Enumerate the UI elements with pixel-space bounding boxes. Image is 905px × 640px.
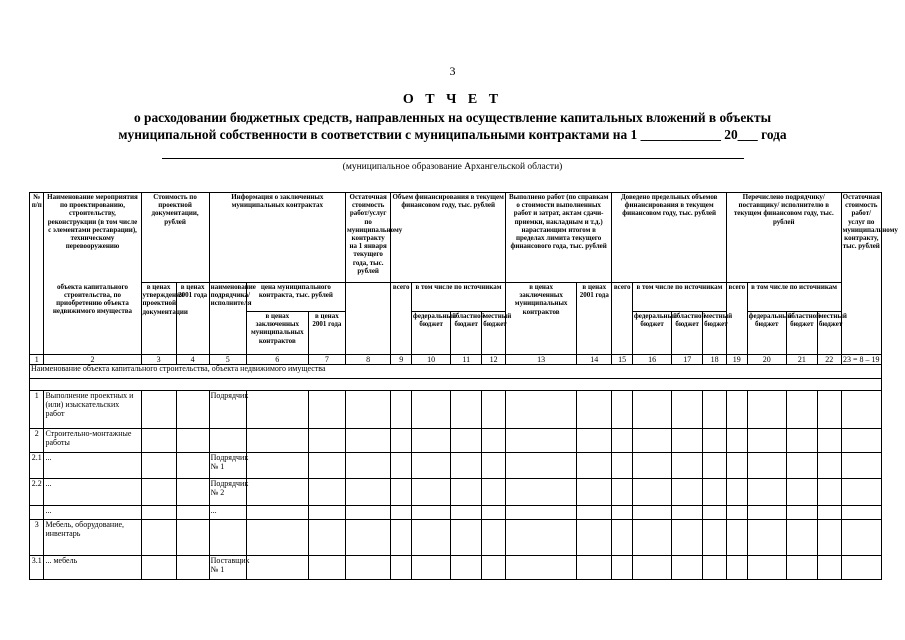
table-cell	[612, 520, 633, 556]
table-cell	[345, 506, 390, 520]
table-cell	[412, 479, 451, 506]
table-cell	[345, 429, 390, 453]
table-cell	[308, 479, 345, 506]
table-cell	[308, 453, 345, 479]
object-row	[30, 365, 882, 379]
colnum: 14	[577, 355, 612, 365]
header-limits-federal: федеральный бюджет	[632, 312, 671, 355]
table-cell	[308, 556, 345, 580]
page-number: 3	[449, 64, 456, 78]
row-name: ...	[44, 453, 141, 479]
table-cell	[703, 520, 727, 556]
table-cell	[577, 391, 612, 429]
table-cell	[451, 556, 482, 580]
table-cell	[786, 556, 817, 580]
table-cell	[672, 479, 703, 506]
header-transferred: Перечислено подрядчику/ поставщику/ исполнителю в текущем финансовом году, тыс. рублей	[726, 193, 841, 283]
table-cell	[345, 520, 390, 556]
table-cell	[451, 479, 482, 506]
table-cell	[482, 429, 506, 453]
table-cell	[577, 520, 612, 556]
table-cell	[817, 556, 841, 580]
row-name: Выполнение проектных и (или) изыскательских работ	[44, 391, 141, 429]
row-contractor: Подрядчик № 1	[209, 453, 246, 479]
table-cell	[482, 453, 506, 479]
table-cell	[141, 429, 176, 453]
table-cell	[747, 556, 786, 580]
table-cell	[747, 479, 786, 506]
table-cell	[412, 453, 451, 479]
table-cell	[817, 520, 841, 556]
colnum: 1	[30, 355, 44, 365]
table-cell	[747, 453, 786, 479]
colnum: 18	[703, 355, 727, 365]
table-cell	[141, 479, 176, 506]
table-cell	[672, 556, 703, 580]
table-cell	[726, 556, 747, 580]
table-row	[30, 453, 882, 479]
row-name: Мебель, оборудование, инвентарь	[44, 520, 141, 556]
header-remaining-cost: Остаточная стоимость работ/услуг по муниципальному контракту на 1 января текущего года, тыс. рублей	[345, 193, 390, 283]
table-cell	[391, 429, 412, 453]
table-cell	[632, 391, 671, 429]
table-cell	[726, 429, 747, 453]
colnum: 13	[506, 355, 577, 365]
table-cell	[308, 429, 345, 453]
table-cell	[577, 453, 612, 479]
table-row	[30, 506, 882, 520]
table-cell	[577, 479, 612, 506]
header-fin-total: всего	[391, 283, 412, 355]
table-cell	[391, 453, 412, 479]
table-row	[30, 391, 882, 429]
table-cell	[672, 429, 703, 453]
colnum: 10	[412, 355, 451, 365]
table-cell	[786, 429, 817, 453]
table-cell	[506, 556, 577, 580]
blank-cell	[30, 379, 882, 391]
table-cell	[141, 556, 176, 580]
table-cell	[246, 556, 308, 580]
table-cell	[176, 391, 209, 429]
column-numbers-row	[30, 355, 882, 365]
table-cell	[141, 391, 176, 429]
table-cell	[506, 453, 577, 479]
table-cell	[817, 429, 841, 453]
header-transferred-sources: в том числе по источникам	[747, 283, 841, 312]
table-cell	[412, 391, 451, 429]
table-cell	[786, 506, 817, 520]
table-cell	[246, 453, 308, 479]
row-num: 3	[30, 520, 44, 556]
table-cell	[451, 520, 482, 556]
table-cell	[703, 479, 727, 506]
colnum: 5	[209, 355, 246, 365]
table-cell	[141, 520, 176, 556]
table-cell	[632, 520, 671, 556]
table-cell	[482, 556, 506, 580]
colnum: 16	[632, 355, 671, 365]
table-cell	[841, 520, 881, 556]
colnum: 15	[612, 355, 633, 365]
table-cell	[841, 506, 881, 520]
table-row	[30, 520, 882, 556]
table-cell	[726, 520, 747, 556]
table-cell	[786, 520, 817, 556]
colnum: 3	[141, 355, 176, 365]
table-cell	[817, 391, 841, 429]
table-cell	[451, 391, 482, 429]
header-limits-regional: областной бюджет	[672, 312, 703, 355]
header-fin-local: местный бюджет	[482, 312, 506, 355]
header-limits-total: всего	[612, 283, 633, 355]
table-cell	[703, 556, 727, 580]
table-cell	[703, 506, 727, 520]
colnum: 7	[308, 355, 345, 365]
table-cell	[747, 391, 786, 429]
table-cell	[308, 520, 345, 556]
header-fin-sources: в том числе по источникам	[412, 283, 506, 312]
table-row	[30, 556, 882, 580]
table-cell	[817, 453, 841, 479]
table-cell	[841, 556, 881, 580]
table-cell	[786, 453, 817, 479]
table-cell	[412, 556, 451, 580]
table-cell	[246, 391, 308, 429]
header-limits-local: местный бюджет	[703, 312, 727, 355]
table-cell	[632, 556, 671, 580]
table-cell	[391, 391, 412, 429]
row-name: ... мебель	[44, 556, 141, 580]
table-cell	[246, 479, 308, 506]
header-name-top: Наименование мероприятия по проектированию, строительству, реконструкции (в том числе с элементами реставрации), техническому перевооружению	[44, 193, 141, 283]
table-cell	[726, 479, 747, 506]
header-residual: Остаточная стоимость работ/ услуг по муниципальному контракту, тыс. рублей	[841, 193, 881, 355]
header-contract-price-current: в ценах заключенных муниципальных контрактов	[246, 312, 308, 355]
table-cell	[176, 520, 209, 556]
table-cell	[703, 391, 727, 429]
table-cell	[817, 506, 841, 520]
header-limits: Доведено предельных объемов финансирования в текущем финансовом году, тыс. рублей	[612, 193, 727, 283]
row-num: 3.1	[30, 556, 44, 580]
row-name: ...	[44, 506, 141, 520]
table-cell	[817, 479, 841, 506]
table-cell	[506, 391, 577, 429]
table-cell	[632, 479, 671, 506]
report-subtitle-line2: муниципальной собственности в соответствии с муниципальными контрактами на 1 ____________ 20___ года	[118, 127, 787, 142]
report-subtitle-line1: о расходовании бюджетных средств, направленных на осуществление капитальных вложений в объекты	[133, 110, 772, 125]
table-cell	[345, 479, 390, 506]
table-cell	[632, 429, 671, 453]
municipality-caption: (муниципальное образование Архангельской области)	[342, 162, 563, 172]
table-cell	[747, 520, 786, 556]
header-works-done: Выполнено работ (по справкам о стоимости выполненных работ и затрат, актам сдачи-приемки, накладным и т.д.) нарастающим итогом в пределах лимита текущего финансового года, тыс. рублей	[506, 193, 612, 283]
table-cell	[482, 520, 506, 556]
colnum: 21	[786, 355, 817, 365]
colnum: 12	[482, 355, 506, 365]
table-cell	[632, 506, 671, 520]
header-fin-regional: областной бюджет	[451, 312, 482, 355]
header-row-2	[30, 283, 882, 312]
object-name-label: Наименование объекта капитального строительства, объекта недвижимого имущества	[30, 365, 882, 379]
table-cell	[726, 391, 747, 429]
table-cell	[345, 556, 390, 580]
header-contractor-name: наименование подрядчика/ исполнителя	[209, 283, 246, 355]
table-cell	[482, 391, 506, 429]
table-cell	[482, 506, 506, 520]
header-transferred-regional: областной бюджет	[786, 312, 817, 355]
table-cell	[726, 453, 747, 479]
header-num: № п/п	[30, 193, 44, 355]
table-cell	[391, 556, 412, 580]
municipality-underline	[162, 158, 744, 159]
blank-row	[30, 379, 882, 391]
table-cell	[703, 453, 727, 479]
table-cell	[176, 556, 209, 580]
table-cell	[345, 391, 390, 429]
colnum: 2	[44, 355, 141, 365]
row-name: Строительно-монтажные работы	[44, 429, 141, 453]
table-cell	[246, 520, 308, 556]
table-cell	[612, 391, 633, 429]
header-cost-2001: в ценах 2001 года	[176, 283, 209, 355]
colnum: 11	[451, 355, 482, 365]
header-fin-volume: Объем финансирования в текущем финансовом году, тыс. рублей	[391, 193, 506, 283]
table-cell	[841, 479, 881, 506]
table-cell	[786, 391, 817, 429]
colnum: 22	[817, 355, 841, 365]
colnum: 23 = 8 – 19	[843, 355, 880, 364]
row-num: 1	[30, 391, 44, 429]
table-cell	[506, 506, 577, 520]
header-contract-price: цена муниципального контракта, тыс. рублей	[246, 283, 345, 312]
table-cell	[841, 429, 881, 453]
table-cell	[612, 429, 633, 453]
table-cell	[747, 429, 786, 453]
header-contract-price-2001: в ценах 2001 года	[308, 312, 345, 355]
header-transferred-federal: федеральный бюджет	[747, 312, 786, 355]
row-contractor: Подрядчик № 2	[209, 479, 246, 506]
row-name: ...	[44, 479, 141, 506]
header-contracts-info: Информация о заключенных муниципальных контрактах	[209, 193, 345, 283]
header-fin-federal: федеральный бюджет	[412, 312, 451, 355]
table-cell	[612, 556, 633, 580]
table-cell	[747, 506, 786, 520]
table-row	[30, 479, 882, 506]
table-cell	[632, 453, 671, 479]
table-cell	[506, 479, 577, 506]
table-cell	[391, 479, 412, 506]
row-num: 2	[30, 429, 44, 453]
colnum: 20	[747, 355, 786, 365]
row-contractor: Поставщик № 1	[209, 556, 246, 580]
table-cell	[412, 506, 451, 520]
table-cell	[451, 429, 482, 453]
table-cell	[391, 520, 412, 556]
row-num	[30, 506, 44, 520]
table-cell	[176, 506, 209, 520]
table-cell	[841, 391, 881, 429]
table-cell	[577, 506, 612, 520]
header-transferred-total: всего	[726, 283, 747, 355]
table-cell	[412, 429, 451, 453]
header-works-current: в ценах заключенных муниципальных контрактов	[506, 283, 577, 355]
table-cell	[246, 429, 308, 453]
table-cell	[141, 453, 176, 479]
table-cell	[612, 453, 633, 479]
row-contractor	[209, 429, 246, 453]
colnum: 19	[726, 355, 747, 365]
table-cell	[672, 453, 703, 479]
header-works-2001: в ценах 2001 года	[577, 283, 612, 355]
report-table	[29, 192, 898, 580]
row-contractor	[209, 520, 246, 556]
header-row-1	[30, 193, 882, 283]
table-cell	[391, 506, 412, 520]
table-cell	[176, 453, 209, 479]
table-cell	[308, 506, 345, 520]
table-cell	[482, 479, 506, 506]
table-cell	[577, 556, 612, 580]
colnum: 17	[672, 355, 703, 365]
table-cell	[308, 391, 345, 429]
colnum: 8	[345, 355, 390, 365]
header-cost: Стоимость по проектной документации, рублей	[141, 193, 209, 283]
table-cell	[506, 429, 577, 453]
table-cell	[176, 429, 209, 453]
table-cell	[577, 429, 612, 453]
table-cell	[412, 520, 451, 556]
table-cell	[506, 520, 577, 556]
report-title: О Т Ч Е Т	[402, 92, 503, 107]
header-transferred-local: местный бюджет	[817, 312, 841, 355]
table-cell	[672, 506, 703, 520]
colnum: 9	[391, 355, 412, 365]
table-cell	[726, 506, 747, 520]
row-num: 2.1	[30, 453, 44, 479]
table-cell	[672, 391, 703, 429]
table-cell	[612, 479, 633, 506]
colnum: 4	[176, 355, 209, 365]
header-limits-sources: в том числе по источникам	[632, 283, 726, 312]
table-cell	[841, 453, 881, 479]
row-num: 2.2	[30, 479, 44, 506]
table-cell	[176, 479, 209, 506]
table-cell	[141, 506, 176, 520]
table-cell	[345, 453, 390, 479]
colnum: 6	[246, 355, 308, 365]
table-cell	[672, 520, 703, 556]
table-row	[30, 429, 882, 453]
table-cell	[246, 506, 308, 520]
header-cost-current: в ценах утверждения проектной документации	[141, 283, 176, 355]
row-contractor: Подрядчик	[209, 391, 246, 429]
header-name-bottom: объекта капитального строительства, по приобретению объекта недвижимого имущества	[44, 283, 141, 355]
table-cell	[703, 429, 727, 453]
table-cell	[612, 506, 633, 520]
header-blank-8	[345, 283, 390, 355]
row-contractor: ...	[209, 506, 246, 520]
table-cell	[451, 506, 482, 520]
table-cell	[451, 453, 482, 479]
table-cell	[786, 479, 817, 506]
